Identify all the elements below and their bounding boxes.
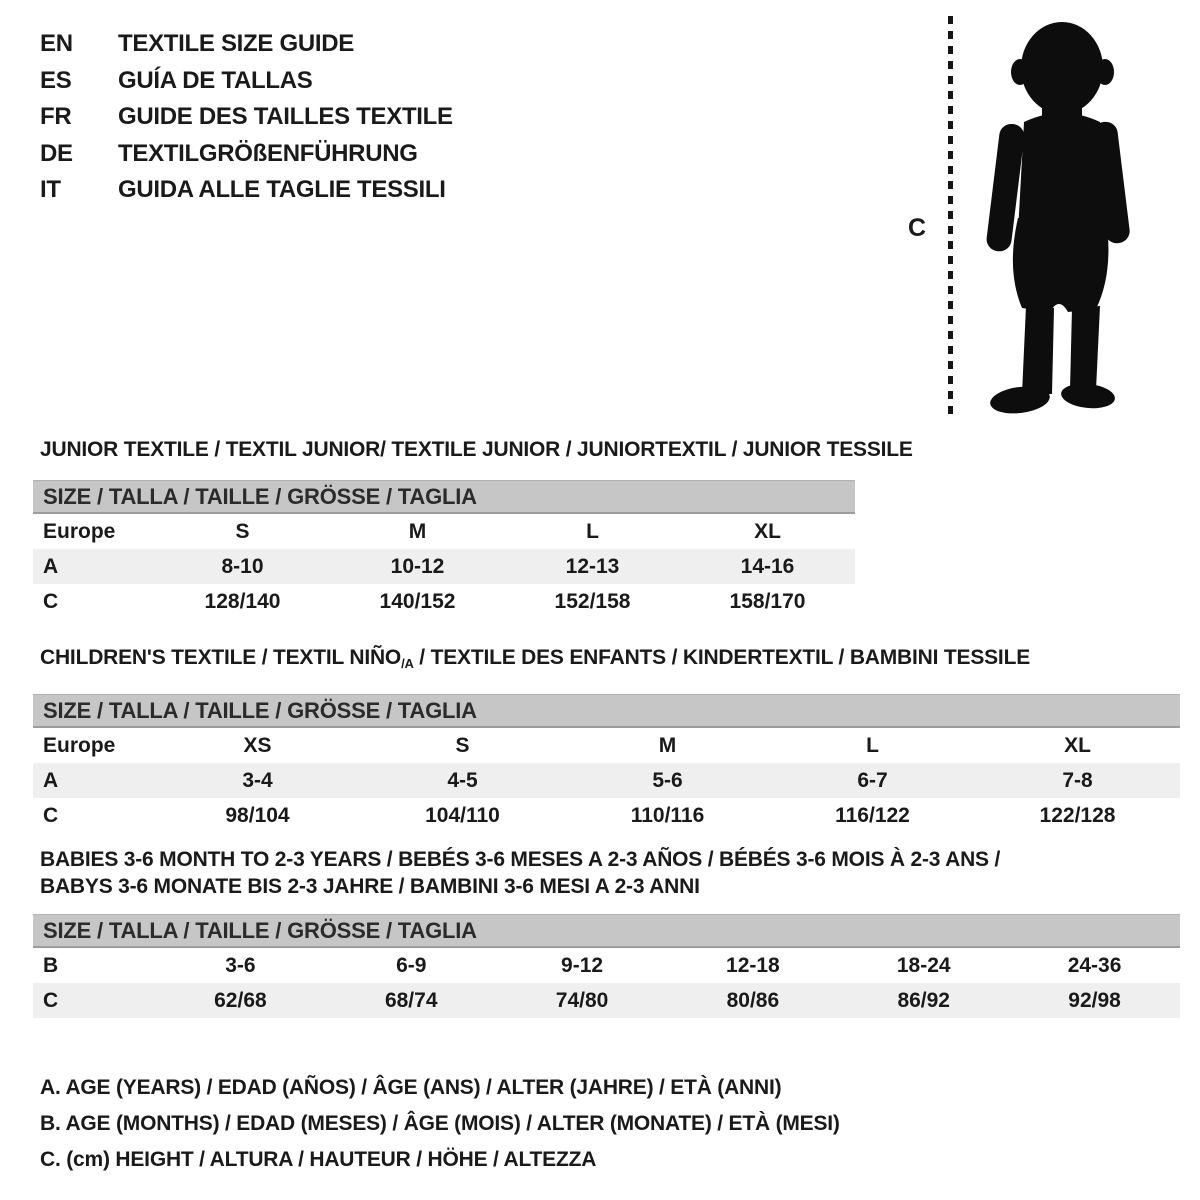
- age-cell: 3-4: [242, 768, 273, 792]
- row-label: Europe: [43, 519, 116, 543]
- table-row-age-months: [33, 948, 1180, 983]
- language-code: DE: [40, 139, 73, 167]
- age-cell: 12-13: [565, 554, 620, 578]
- row-label: A: [43, 768, 59, 792]
- age-cell: 8-10: [221, 554, 264, 578]
- size-cell: S: [455, 733, 470, 757]
- guide-title: GUIDE DES TAILLES TEXTILE: [118, 103, 453, 131]
- section-title-subscript: /A: [401, 656, 414, 671]
- row-label: C: [43, 803, 59, 827]
- height-cell: 158/170: [729, 589, 806, 613]
- section-title-part: / TEXTILE DES ENFANTS / KINDERTEXTIL / BAMBINI TESSILE: [413, 646, 1031, 669]
- size-cell: S: [235, 519, 250, 543]
- height-cell: 110/116: [630, 803, 705, 827]
- age-cell: 18-24: [896, 953, 951, 977]
- age-cell: 10-12: [390, 554, 445, 578]
- height-cell: 92/98: [1068, 988, 1121, 1012]
- row-label: C: [43, 589, 59, 613]
- table-row-height: [33, 798, 1180, 833]
- age-cell: 5-6: [652, 768, 683, 792]
- height-cell: 152/158: [554, 589, 631, 613]
- guide-title: TEXTILGRÖßENFÜHRUNG: [118, 139, 418, 167]
- table-row-height: [33, 983, 1180, 1018]
- size-cell: L: [586, 519, 599, 543]
- age-cell: 4-5: [447, 768, 478, 792]
- height-cell: 62/68: [214, 988, 267, 1012]
- height-cell: 68/74: [384, 988, 438, 1012]
- height-cell: 116/122: [835, 803, 910, 827]
- language-code: IT: [40, 176, 61, 204]
- height-cell: 104/110: [425, 803, 500, 827]
- babies-size-table: [33, 914, 1180, 1018]
- language-row: [40, 99, 453, 136]
- age-cell: 7-8: [1062, 768, 1093, 792]
- table-row-europe: [33, 514, 855, 549]
- guide-title: GUÍA DE TALLAS: [118, 66, 313, 94]
- language-code: FR: [40, 103, 72, 131]
- size-cell: XL: [754, 519, 781, 543]
- legend: [40, 1070, 840, 1178]
- row-label: Europe: [43, 733, 116, 757]
- height-cell: 74/80: [555, 988, 609, 1012]
- toddler-silhouette-icon: [962, 12, 1154, 416]
- size-cell: M: [658, 733, 677, 757]
- size-table-header: SIZE / TALLA / TAILLE / GRÖSSE / TAGLIA: [33, 914, 1180, 948]
- table-row-height: [33, 584, 855, 619]
- language-row: [40, 63, 453, 100]
- language-code: ES: [40, 66, 72, 94]
- section-title: JUNIOR TEXTILE / TEXTIL JUNIOR/ TEXTILE JUNIOR / JUNIORTEXTIL / JUNIOR TESSILE: [40, 438, 913, 461]
- size-table-header: SIZE / TALLA / TAILLE / GRÖSSE / TAGLIA: [33, 480, 855, 514]
- size-cell: M: [408, 519, 427, 543]
- height-measure-line: [948, 16, 953, 416]
- row-label: B: [43, 953, 59, 977]
- height-cell: 122/128: [1039, 803, 1116, 827]
- children-size-table: [33, 694, 1180, 833]
- age-cell: 12-18: [726, 953, 780, 977]
- height-cell: 86/92: [897, 988, 950, 1012]
- guide-title: TEXTILE SIZE GUIDE: [118, 30, 354, 58]
- height-cell: 128/140: [204, 589, 281, 613]
- table-row-europe: [33, 728, 1180, 763]
- row-label: A: [43, 554, 59, 578]
- height-cell: 98/104: [225, 803, 290, 827]
- table-row-age-years: [33, 763, 1180, 798]
- legend-age-months: B. AGE (MONTHS) / EDAD (MESES) / ÂGE (MOIS) / ALTER (MONATE) / ETÀ (MESI): [40, 1112, 840, 1135]
- age-cell: 3-6: [225, 953, 256, 977]
- language-row: [40, 136, 453, 173]
- age-cell: 9-12: [561, 953, 604, 977]
- size-table-header: SIZE / TALLA / TAILLE / GRÖSSE / TAGLIA: [33, 694, 1180, 728]
- legend-age-years: A. AGE (YEARS) / EDAD (AÑOS) / ÂGE (ANS) / ALTER (JAHRE) / ETÀ (ANNI): [40, 1076, 782, 1099]
- size-cell: XL: [1064, 733, 1091, 757]
- language-title-list: [40, 26, 453, 209]
- height-measure-label: C: [908, 214, 926, 242]
- section-junior-textile: [33, 436, 913, 619]
- age-cell: 24-36: [1067, 953, 1122, 977]
- row-label: C: [43, 988, 59, 1012]
- height-cell: 140/152: [379, 589, 456, 613]
- junior-size-table: [33, 480, 855, 619]
- section-babies-textile: [33, 846, 1180, 1018]
- section-title-part: CHILDREN'S TEXTILE / TEXTIL NIÑO: [40, 646, 402, 669]
- height-cell: 80/86: [726, 988, 780, 1012]
- legend-height-cm: C. (cm) HEIGHT / ALTURA / HAUTEUR / HÖHE / ALTEZZA: [40, 1148, 597, 1171]
- age-cell: 6-7: [857, 768, 888, 792]
- size-cell: XS: [243, 733, 272, 757]
- guide-title: GUIDA ALLE TAGLIE TESSILI: [118, 176, 446, 204]
- language-code: EN: [40, 30, 73, 58]
- language-row: [40, 172, 453, 209]
- language-row: [40, 26, 453, 63]
- section-childrens-textile: [33, 644, 1180, 833]
- age-cell: 6-9: [396, 953, 427, 977]
- size-cell: L: [866, 733, 879, 757]
- table-row-age-years: [33, 549, 855, 584]
- section-title: [40, 644, 1180, 677]
- section-title-line2: BABYS 3-6 MONATE BIS 2-3 JAHRE / BAMBINI 3-6 MESI A 2-3 ANNI: [40, 875, 700, 898]
- age-cell: 14-16: [740, 554, 795, 578]
- section-title-line1: BABIES 3-6 MONTH TO 2-3 YEARS / BEBÉS 3-6 MESES A 2-3 AÑOS / BÉBÉS 3-6 MOIS À 2-3 ANS /: [40, 848, 1001, 871]
